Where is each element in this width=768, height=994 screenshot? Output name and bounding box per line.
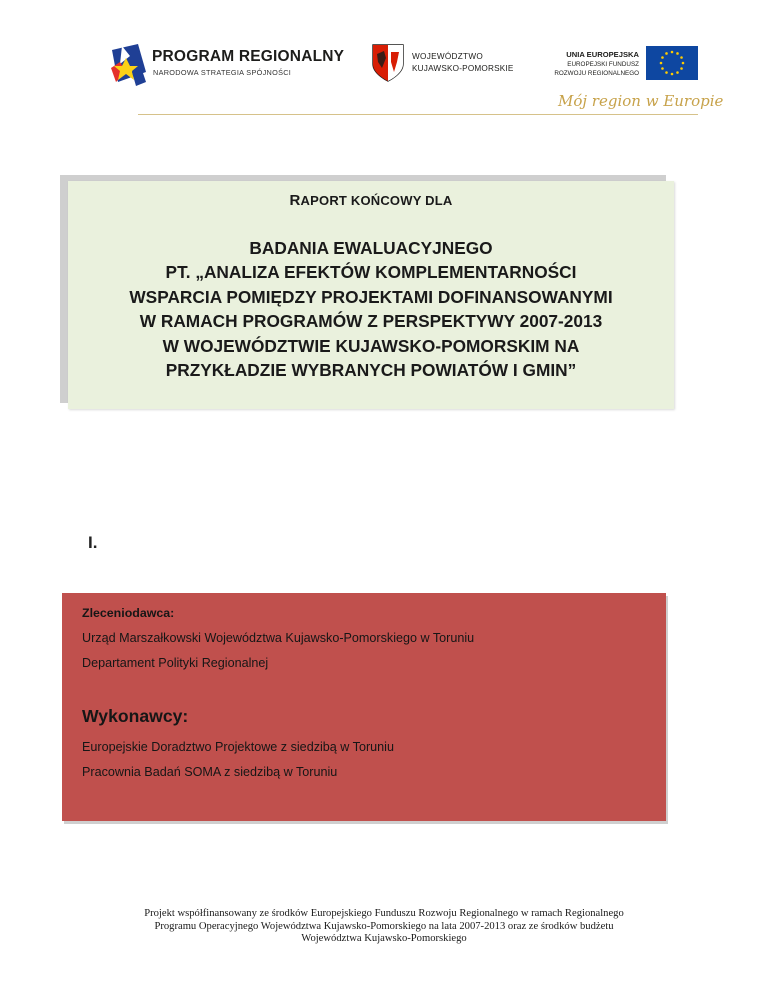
footer-line: Programu Operacyjnego Województwa Kujawsko-Pomorskiego na lata 2007-2013 oraz ze środków budżetu bbox=[154, 920, 614, 932]
study-title-line: W RAMACH PROGRAMÓW Z PERSPEKTYWY 2007-2013 bbox=[139, 311, 603, 332]
report-label-cap: R bbox=[289, 192, 301, 209]
section-number: I. bbox=[88, 533, 98, 552]
eu-logo-line2: EUROPEJSKI FUNDUSZ bbox=[567, 61, 639, 68]
program-regionalny-logo bbox=[108, 42, 345, 92]
contractor-line: Europejskie Doradztwo Projektowe z siedzibą w Toruniu bbox=[82, 740, 394, 754]
program-regionalny-title: PROGRAM REGIONALNY bbox=[152, 48, 345, 65]
footer-line: Projekt współfinansowany ze środków Europejskiego Funduszu Rozwoju Regionalnego w ramach Regionalnego bbox=[144, 908, 624, 919]
info-box bbox=[62, 593, 666, 821]
eu-flag-star bbox=[676, 71, 679, 74]
eu-flag-star bbox=[671, 51, 674, 54]
study-title-line: PRZYKŁADZIE WYBRANYCH POWIATÓW I GMIN” bbox=[165, 360, 577, 381]
header-divider bbox=[138, 114, 698, 115]
eu-flag-star bbox=[661, 67, 664, 70]
eu-flag-star bbox=[682, 62, 685, 65]
eu-flag-star bbox=[671, 73, 674, 76]
voivodeship-logo bbox=[372, 44, 532, 84]
study-title-line: W WOJEWÓDZTWIE KUJAWSKO-POMORSKIM NA bbox=[162, 335, 580, 356]
eu-logo-line3: ROZWOJU REGIONALNEGO bbox=[554, 70, 639, 77]
voivodeship-logo-line1: WOJEWÓDZTWO bbox=[412, 52, 484, 61]
commissioner-heading: Zleceniodawca: bbox=[82, 606, 175, 620]
eu-flag-star bbox=[680, 56, 683, 59]
program-regionalny-subtitle: NARODOWA STRATEGIA SPÓJNOŚCI bbox=[153, 68, 292, 77]
eu-flag-star bbox=[661, 56, 664, 59]
study-title-line: WSPARCIA POMIĘDZY PROJEKTAMI DOFINANSOWANYMI bbox=[129, 286, 613, 307]
eu-flag-star bbox=[665, 52, 668, 55]
funding-footer bbox=[64, 908, 704, 946]
program-regionalny-emblem-icon bbox=[108, 42, 152, 88]
report-label-rest: APORT KOŃCOWY DLA bbox=[300, 193, 453, 208]
study-title bbox=[68, 236, 674, 382]
contractors-heading: Wykonawcy: bbox=[82, 706, 189, 726]
contractor-line: Pracownia Badań SOMA z siedzibą w Toruniu bbox=[82, 765, 338, 779]
eu-flag-star bbox=[660, 62, 663, 65]
eu-logo bbox=[548, 46, 698, 86]
eu-flag-star bbox=[665, 71, 668, 74]
eu-logo-line1: UNIA EUROPEJSKA bbox=[566, 50, 639, 59]
study-title-line: PT. „ANALIZA EFEKTÓW KOMPLEMENTARNOŚCI bbox=[165, 262, 577, 283]
study-title-line: BADANIA EWALUACYJNEGO bbox=[249, 238, 493, 258]
commissioner-line: Departament Polityki Regionalnej bbox=[82, 656, 269, 670]
eu-flag-star bbox=[680, 67, 683, 70]
eu-flag-star bbox=[676, 52, 679, 55]
footer-line: Województwa Kujawsko-Pomorskiego bbox=[301, 933, 467, 945]
eu-flag-icon bbox=[646, 46, 698, 80]
voivodeship-logo-line2: KUJAWSKO-POMORSKIE bbox=[412, 64, 514, 73]
coat-of-arms-icon bbox=[372, 44, 404, 82]
commissioner-line: Urząd Marszałkowski Województwa Kujawsko-Pomorskiego w Toruniu bbox=[82, 631, 475, 645]
report-label bbox=[68, 192, 674, 209]
slogan: Mój region w Europie bbox=[558, 92, 724, 110]
